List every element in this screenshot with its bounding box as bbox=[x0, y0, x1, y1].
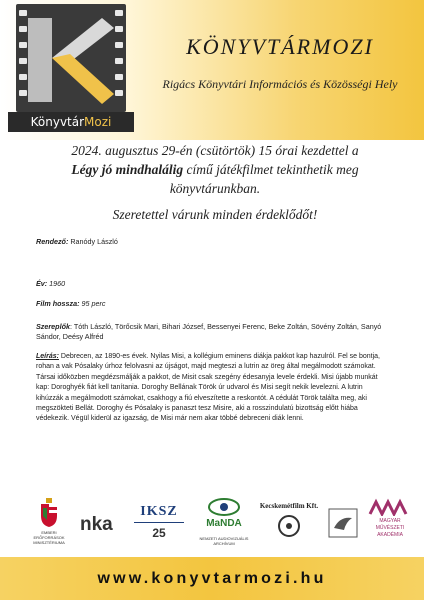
kecskemetfilm-logo: Kecskemétfilm Kft. bbox=[258, 502, 320, 542]
nka-logo: nka bbox=[80, 514, 113, 535]
site-subtitle: Rigács Könyvtári Információs és Közösségi Hely bbox=[162, 77, 398, 91]
site-title: KÖNYVTÁRMOZI bbox=[186, 34, 374, 59]
eye-icon bbox=[196, 496, 252, 518]
sponsor-logos bbox=[0, 494, 424, 554]
header-banner bbox=[0, 0, 424, 140]
bird-icon bbox=[328, 508, 358, 538]
logo-text: KönyvtárMozi bbox=[8, 112, 134, 132]
mma-mark-icon bbox=[364, 498, 416, 516]
iksz-logo: IKSZ 25 bbox=[134, 504, 184, 548]
welcome-text: Szeretettel várunk minden érdeklődőt! bbox=[112, 207, 318, 222]
announcement-line-3: könyvtárunkban. bbox=[169, 181, 261, 196]
length-field: Film hossza: 95 perc bbox=[36, 299, 106, 308]
film-reel-icon bbox=[277, 514, 301, 538]
website-url-link[interactable]: www.konyvtarmozi.hu bbox=[97, 570, 327, 587]
manda-logo: MaNDA NEMZETI AUDIOVIZUÁLIS ARCHÍVUM bbox=[196, 496, 252, 550]
director-field: Rendező: Ranódy László bbox=[36, 237, 118, 246]
movie-title: Légy jó mindhalálig bbox=[71, 162, 184, 177]
mma-logo: MAGYAR MŰVÉSZETI AKADÉMIA bbox=[364, 498, 416, 550]
cast-field: Szereplők: Tóth László, Törőcsik Mari, Bihari József, Bessenyei Ferenc, Beke Zoltán, Sövény Zoltán, Sanyó Sándor, Deésy Alfréd bbox=[36, 322, 382, 341]
konyvtarmozi-logo bbox=[8, 4, 134, 136]
ministry-logo: EMBERI ERŐFORRÁSOK MINISZTÉRIUMA bbox=[30, 498, 68, 548]
announcement-line-1: 2024. augusztus 29-én (csütörtök) 15 órai kezdettel a bbox=[71, 143, 359, 158]
footer-bar bbox=[0, 557, 424, 600]
event-announcement bbox=[30, 141, 400, 198]
announcement-line-2: Légy jó mindhalálig című játékfilmet tekinthetik meg bbox=[71, 162, 359, 177]
bird-emblem-logo bbox=[328, 508, 358, 544]
description-field: Leírás: Debrecen, az 1890-es évek. Nyilas Misi, a kollégium eminens diákja pakkot kap hazulról. Fel se bontja, rohan a vak Pósalaky úrhoz felolvasni az újságot, majd megteszi a lutrin az öreg által megálmodott számokat. Társai időközben megdézsmálják a pakkot, de Misit csak szegény édesanyja levele érdekli. Misi újabb munkát kap: Doroghyék fiát kell tanítania. Doroghy Bellának Török úr udvarol és Misi segít nekik levelezni. A lutrin kihúzzák a megálmodott számokat, csakhogy a fiú elveszítette a reskontót. A cédulát Török találta meg, aki megszökteti Bellát. Doroghy és Pósalaky is panaszt tesz Misire, aki a rosszindulatú bizottság előtt hiába védekezik. Végül kiderül az igazság, de Misi már nem akar többé debreceni diák lenni. bbox=[36, 353, 380, 423]
coat-of-arms-icon bbox=[30, 498, 68, 528]
k-letter-icon bbox=[22, 14, 120, 106]
year-field: Év: 1960 bbox=[36, 279, 66, 288]
